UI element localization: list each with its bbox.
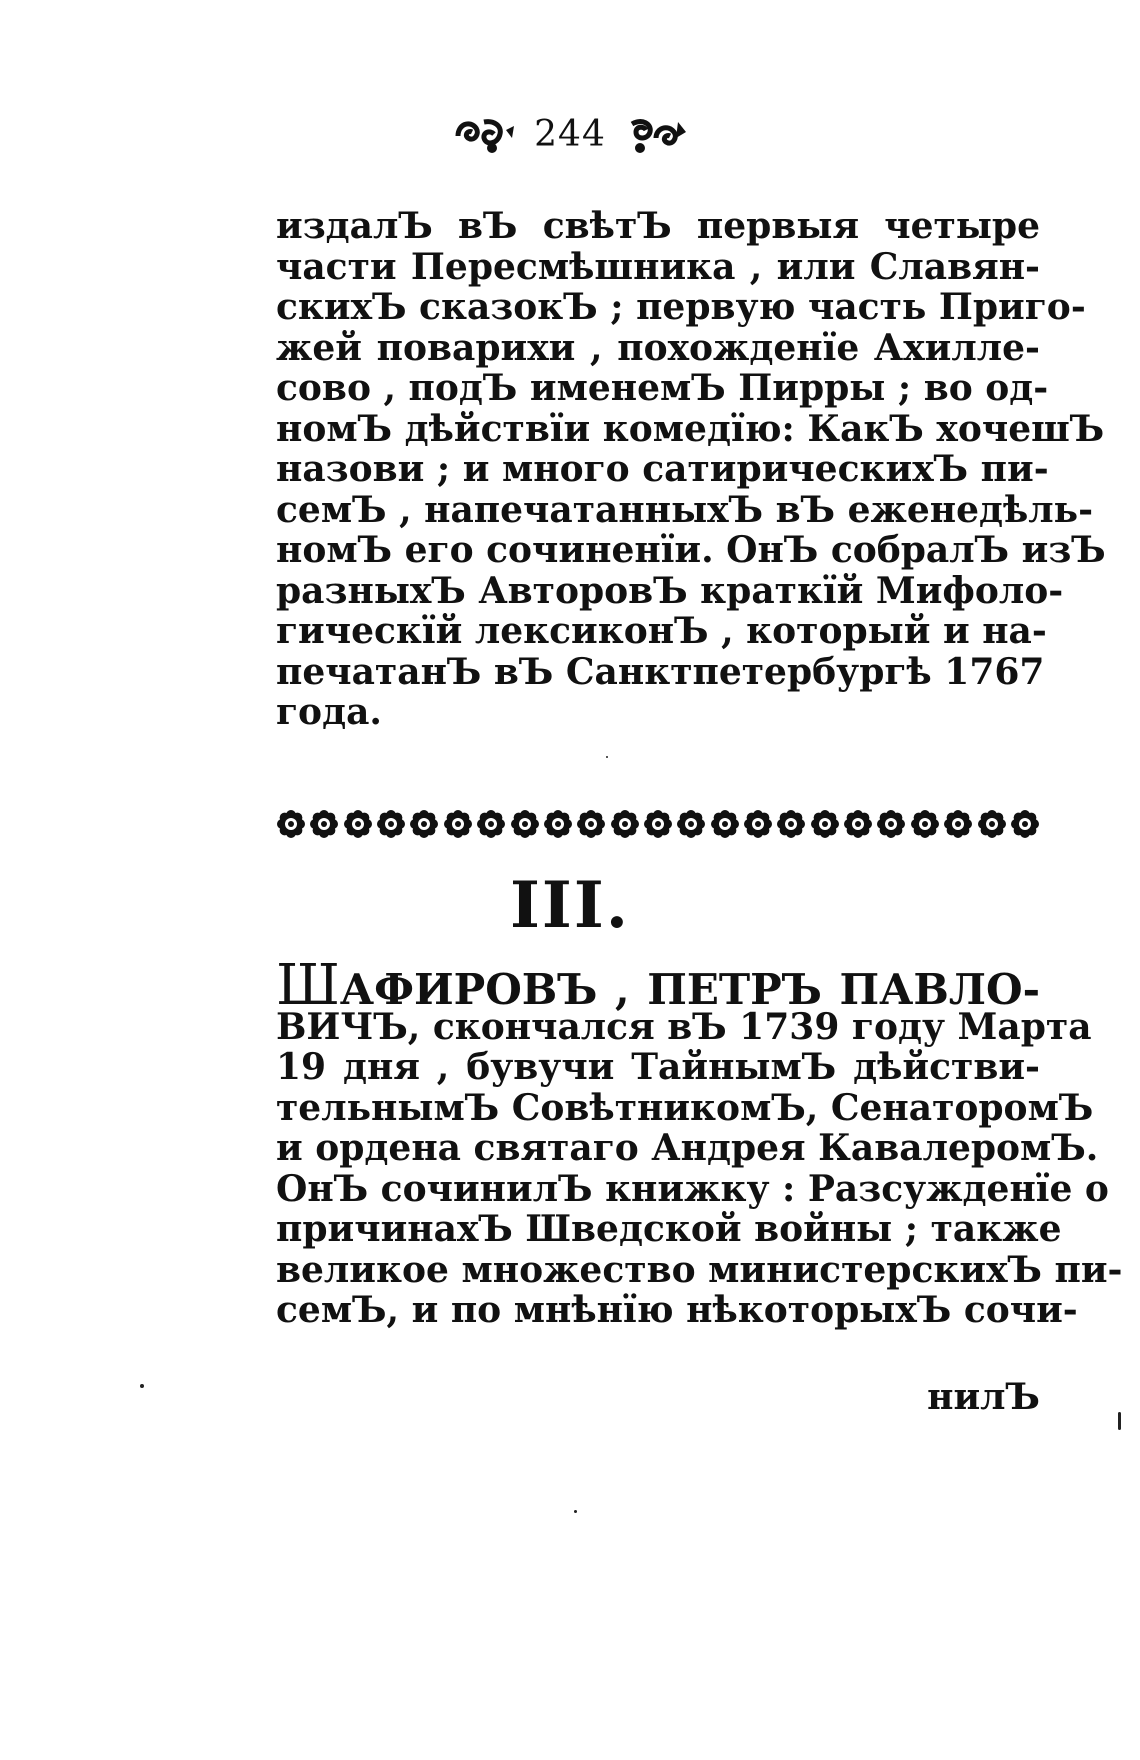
print-speck: [574, 1510, 577, 1513]
page-number: 244: [534, 113, 606, 155]
rosette-icon: [710, 809, 740, 839]
rosette-icon: [643, 809, 673, 839]
rosette-icon: [309, 809, 339, 839]
text-line: издалЪ вЪ свѣтЪ первыя четыре: [276, 205, 1040, 247]
text-line: семЪ , напечатанныхЪ вЪ еженедѣль-: [276, 488, 1094, 531]
rosette-icon: [443, 809, 473, 839]
text-line: года.: [276, 691, 382, 733]
catchword: нилЪ: [927, 1376, 1040, 1418]
rosette-icon: [977, 809, 1007, 839]
print-speck: [606, 756, 608, 758]
print-speck: [1118, 1412, 1121, 1430]
section-number: III.: [509, 868, 631, 943]
text-line: великое множество министерскихЪ пи-: [276, 1248, 1123, 1291]
text-line: жей поварихи , похожденїе Ахилле-: [276, 326, 1040, 369]
rosette-icon: [876, 809, 906, 839]
fleuron-ornament-right-icon: [620, 112, 690, 156]
rosette-icon: [376, 809, 406, 839]
entry-heading-rest: АФИРОВЪ , ПЕТРЪ ПАВЛО-: [339, 965, 1040, 1014]
text-line: сово , подЪ именемЪ Пирры ; во од-: [276, 367, 1049, 409]
rosette-icon: [276, 809, 306, 839]
text-line: гическїй лексиконЪ , который и на-: [276, 610, 1047, 652]
rosette-icon: [543, 809, 573, 839]
rosette-icon: [510, 809, 540, 839]
text-line: назови ; и много сатирическихЪ пи-: [276, 448, 1049, 490]
rosette-icon: [810, 809, 840, 839]
rosette-icon: [943, 809, 973, 839]
text-line: тельнымЪ СовѣтникомЪ, СенаторомЪ: [276, 1086, 1094, 1129]
text-line: семЪ, и по мнѣнїю нѣкоторыхЪ сочи-: [276, 1289, 1078, 1331]
rosette-icon: [676, 809, 706, 839]
rosette-icon: [910, 809, 940, 839]
print-speck: [140, 1384, 144, 1388]
entry-heading-line: [276, 953, 1040, 1018]
text-line: ВИЧЪ, скончался вЪ 1739 году Марта: [276, 1005, 1092, 1048]
text-line: ОнЪ сочинилЪ книжку : Разсужденїе о: [276, 1167, 1109, 1210]
text-line: и ордена святаго Андрея КавалеромЪ.: [276, 1127, 1099, 1169]
rosette-icon: [343, 809, 373, 839]
rosette-icon: [1010, 809, 1040, 839]
paragraph-continued: [276, 205, 1106, 733]
text-line: разныхЪ АвторовЪ краткїй Мифоло-: [276, 569, 1064, 612]
entry-paragraph: [276, 953, 1123, 1331]
text-line: причинахЪ Шведской войны ; также: [276, 1208, 1062, 1250]
rosette-icon: [409, 809, 439, 839]
text-line: номЪ его сочиненїи. ОнЪ собралЪ изЪ: [276, 529, 1106, 571]
text-line: части Пересмѣшника , или Славян-: [276, 245, 1040, 288]
rosette-icon: [843, 809, 873, 839]
drop-letter: Ш: [276, 953, 340, 1018]
text-line: печатанЪ вЪ Санктпетербургѣ 1767: [276, 650, 1045, 693]
rosette-icon: [610, 809, 640, 839]
text-line: 19 дня , бувучи ТайнымЪ дѣйстви-: [276, 1046, 1040, 1088]
text-line: скихЪ сказокЪ ; первую часть Приго-: [276, 286, 1086, 328]
rosette-icon: [476, 809, 506, 839]
text-line: номЪ дѣйствїи комедїю: КакЪ хочешЪ: [276, 407, 1105, 450]
rosette-icon: [776, 809, 806, 839]
rosette-icon: [576, 809, 606, 839]
rosette-divider: [276, 806, 1040, 842]
rosette-icon: [743, 809, 773, 839]
fleuron-ornament-left-icon: [450, 112, 520, 156]
page-header: [0, 112, 1140, 156]
